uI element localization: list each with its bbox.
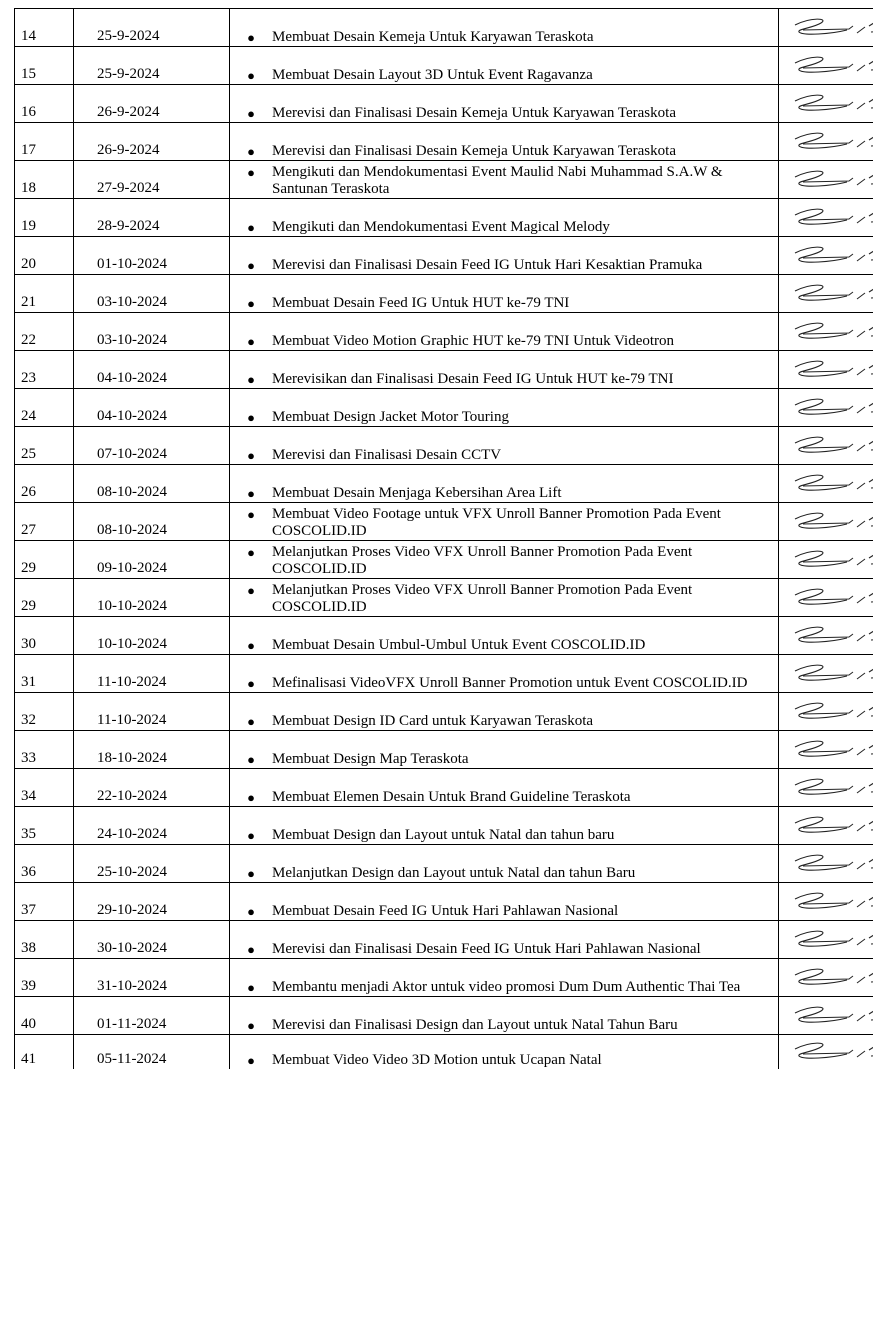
row-signature-cell bbox=[779, 85, 873, 123]
bullet-icon: ● bbox=[247, 334, 255, 349]
bullet-icon: ● bbox=[247, 410, 255, 425]
row-number: 40 bbox=[15, 997, 74, 1035]
row-activity-cell bbox=[230, 351, 779, 389]
table-row bbox=[15, 541, 873, 579]
signature-icon bbox=[791, 51, 873, 81]
bullet-icon: ● bbox=[247, 866, 255, 881]
signature-icon bbox=[791, 849, 873, 879]
row-date: 26-9-2024 bbox=[74, 85, 230, 123]
signature-icon bbox=[791, 279, 873, 309]
bullet-icon: ● bbox=[247, 545, 255, 560]
row-activity: Melanjutkan Design dan Layout untuk Natal dan tahun Baru bbox=[272, 865, 636, 881]
row-activity-cell bbox=[230, 617, 779, 655]
bullet-icon: ● bbox=[247, 1018, 255, 1033]
row-date: 27-9-2024 bbox=[74, 161, 230, 199]
row-signature-cell bbox=[779, 275, 873, 313]
row-date: 26-9-2024 bbox=[74, 123, 230, 161]
row-activity-cell bbox=[230, 161, 779, 199]
row-date: 11-10-2024 bbox=[74, 693, 230, 731]
table-row bbox=[15, 769, 873, 807]
row-signature-cell bbox=[779, 845, 873, 883]
row-number: 32 bbox=[15, 693, 74, 731]
row-date: 04-10-2024 bbox=[74, 351, 230, 389]
bullet-icon: ● bbox=[247, 980, 255, 995]
row-signature-cell bbox=[779, 579, 873, 617]
row-date: 04-10-2024 bbox=[74, 389, 230, 427]
row-date: 25-9-2024 bbox=[74, 9, 230, 47]
signature-icon bbox=[791, 241, 873, 271]
signature-icon bbox=[791, 165, 873, 195]
bullet-icon: ● bbox=[247, 30, 255, 45]
signature-icon bbox=[791, 621, 873, 651]
signature-icon bbox=[791, 317, 873, 347]
row-date: 29-10-2024 bbox=[74, 883, 230, 921]
bullet-icon: ● bbox=[247, 296, 255, 311]
row-activity-cell bbox=[230, 541, 779, 579]
row-signature-cell bbox=[779, 807, 873, 845]
activity-log-body bbox=[15, 9, 873, 1069]
row-number: 23 bbox=[15, 351, 74, 389]
row-activity-cell bbox=[230, 9, 779, 47]
row-date: 18-10-2024 bbox=[74, 731, 230, 769]
row-activity-cell bbox=[230, 123, 779, 161]
row-activity: Membuat Design ID Card untuk Karyawan Teraskota bbox=[272, 713, 594, 729]
table-row bbox=[15, 997, 873, 1035]
row-activity-cell bbox=[230, 579, 779, 617]
bullet-icon: ● bbox=[247, 638, 255, 653]
row-date: 25-9-2024 bbox=[74, 47, 230, 85]
signature-icon bbox=[791, 659, 873, 689]
row-signature-cell bbox=[779, 351, 873, 389]
signature-icon bbox=[791, 89, 873, 119]
row-activity: Mengikuti dan Mendokumentasi Event Maulid Nabi Muhammad S.A.W & Santunan Teraskota bbox=[272, 164, 723, 197]
row-number: 31 bbox=[15, 655, 74, 693]
row-signature-cell bbox=[779, 997, 873, 1035]
row-date: 05-11-2024 bbox=[74, 1035, 230, 1069]
row-activity-cell bbox=[230, 959, 779, 997]
signature-icon bbox=[791, 925, 873, 955]
row-activity: Membantu menjadi Aktor untuk video promosi Dum Dum Authentic Thai Tea bbox=[272, 979, 741, 995]
row-signature-cell bbox=[779, 693, 873, 731]
signature-icon bbox=[791, 545, 873, 575]
row-activity: Membuat Desain Feed IG Untuk Hari Pahlawan Nasional bbox=[272, 903, 619, 919]
row-activity-cell bbox=[230, 731, 779, 769]
row-number: 16 bbox=[15, 85, 74, 123]
table-row bbox=[15, 85, 873, 123]
row-signature-cell bbox=[779, 123, 873, 161]
table-row bbox=[15, 617, 873, 655]
signature-icon bbox=[791, 469, 873, 499]
row-activity-cell bbox=[230, 807, 779, 845]
bullet-icon: ● bbox=[247, 904, 255, 919]
row-signature-cell bbox=[779, 237, 873, 275]
row-activity-cell bbox=[230, 465, 779, 503]
row-date: 30-10-2024 bbox=[74, 921, 230, 959]
row-activity: Membuat Video Motion Graphic HUT ke-79 TNI Untuk Videotron bbox=[272, 333, 675, 349]
row-activity: Membuat Desain Feed IG Untuk HUT ke-79 TNI bbox=[272, 295, 570, 311]
row-activity: Membuat Desain Umbul-Umbul Untuk Event COSCOLID.ID bbox=[272, 637, 646, 653]
row-activity: Mengikuti dan Mendokumentasi Event Magical Melody bbox=[272, 219, 610, 235]
row-date: 01-10-2024 bbox=[74, 237, 230, 275]
table-row bbox=[15, 845, 873, 883]
table-row bbox=[15, 731, 873, 769]
row-signature-cell bbox=[779, 161, 873, 199]
row-number: 20 bbox=[15, 237, 74, 275]
signature-icon bbox=[791, 507, 873, 537]
row-number: 36 bbox=[15, 845, 74, 883]
table-row bbox=[15, 693, 873, 731]
activity-log-table bbox=[14, 8, 873, 1069]
table-row bbox=[15, 123, 873, 161]
row-signature-cell bbox=[779, 921, 873, 959]
signature-icon bbox=[791, 1001, 873, 1031]
row-activity: Membuat Desain Layout 3D Untuk Event Ragavanza bbox=[272, 67, 593, 83]
bullet-icon: ● bbox=[247, 448, 255, 463]
row-activity: Membuat Design Map Teraskota bbox=[272, 751, 469, 767]
table-row bbox=[15, 351, 873, 389]
row-number: 30 bbox=[15, 617, 74, 655]
row-activity-cell bbox=[230, 199, 779, 237]
signature-icon bbox=[791, 393, 873, 423]
row-number: 22 bbox=[15, 313, 74, 351]
table-row bbox=[15, 579, 873, 617]
bullet-icon: ● bbox=[247, 220, 255, 235]
row-number: 15 bbox=[15, 47, 74, 85]
signature-icon bbox=[791, 735, 873, 765]
row-date: 03-10-2024 bbox=[74, 275, 230, 313]
row-activity: Merevisi dan Finalisasi Desain Kemeja Untuk Karyawan Teraskota bbox=[272, 143, 676, 159]
bullet-icon: ● bbox=[247, 68, 255, 83]
table-row bbox=[15, 47, 873, 85]
bullet-icon: ● bbox=[247, 828, 255, 843]
table-row bbox=[15, 921, 873, 959]
row-signature-cell bbox=[779, 655, 873, 693]
row-activity-cell bbox=[230, 503, 779, 541]
signature-icon bbox=[791, 203, 873, 233]
row-date: 24-10-2024 bbox=[74, 807, 230, 845]
row-activity: Merevisi dan Finalisasi Desain CCTV bbox=[272, 447, 502, 463]
row-number: 18 bbox=[15, 161, 74, 199]
table-row bbox=[15, 161, 873, 199]
row-activity-cell bbox=[230, 1035, 779, 1069]
row-number: 37 bbox=[15, 883, 74, 921]
row-number: 29 bbox=[15, 579, 74, 617]
signature-icon bbox=[791, 355, 873, 385]
row-date: 10-10-2024 bbox=[74, 617, 230, 655]
row-date: 03-10-2024 bbox=[74, 313, 230, 351]
table-row bbox=[15, 655, 873, 693]
row-activity: Merevisi dan Finalisasi Desain Kemeja Untuk Karyawan Teraskota bbox=[272, 105, 676, 121]
table-row bbox=[15, 959, 873, 997]
row-date: 31-10-2024 bbox=[74, 959, 230, 997]
row-number: 29 bbox=[15, 541, 74, 579]
row-number: 27 bbox=[15, 503, 74, 541]
row-date: 28-9-2024 bbox=[74, 199, 230, 237]
table-row bbox=[15, 313, 873, 351]
row-date: 01-11-2024 bbox=[74, 997, 230, 1035]
row-date: 09-10-2024 bbox=[74, 541, 230, 579]
table-row bbox=[15, 503, 873, 541]
row-activity-cell bbox=[230, 275, 779, 313]
row-activity: Merevisi dan Finalisasi Desain Feed IG Untuk Hari Pahlawan Nasional bbox=[272, 941, 701, 957]
bullet-icon: ● bbox=[247, 106, 255, 121]
row-number: 41 bbox=[15, 1035, 74, 1069]
table-row bbox=[15, 1035, 873, 1069]
row-signature-cell bbox=[779, 389, 873, 427]
row-signature-cell bbox=[779, 1035, 873, 1069]
row-activity: Membuat Video Footage untuk VFX Unroll Banner Promotion Pada Event COSCOLID.ID bbox=[272, 506, 721, 539]
row-number: 39 bbox=[15, 959, 74, 997]
bullet-icon: ● bbox=[247, 507, 255, 522]
table-row bbox=[15, 9, 873, 47]
row-activity: Melanjutkan Proses Video VFX Unroll Banner Promotion Pada Event COSCOLID.ID bbox=[272, 544, 693, 577]
row-activity: Membuat Desain Menjaga Kebersihan Area Lift bbox=[272, 485, 562, 501]
bullet-icon: ● bbox=[247, 676, 255, 691]
row-number: 35 bbox=[15, 807, 74, 845]
signature-icon bbox=[791, 13, 873, 43]
row-date: 08-10-2024 bbox=[74, 465, 230, 503]
signature-icon bbox=[791, 963, 873, 993]
row-activity-cell bbox=[230, 997, 779, 1035]
table-row bbox=[15, 883, 873, 921]
bullet-icon: ● bbox=[247, 258, 255, 273]
row-signature-cell bbox=[779, 617, 873, 655]
row-number: 14 bbox=[15, 9, 74, 47]
row-date: 11-10-2024 bbox=[74, 655, 230, 693]
row-activity: Membuat Design dan Layout untuk Natal dan tahun baru bbox=[272, 827, 615, 843]
signature-icon bbox=[791, 811, 873, 841]
row-signature-cell bbox=[779, 313, 873, 351]
row-signature-cell bbox=[779, 9, 873, 47]
signature-icon bbox=[791, 127, 873, 157]
table-row bbox=[15, 465, 873, 503]
row-activity-cell bbox=[230, 921, 779, 959]
row-date: 10-10-2024 bbox=[74, 579, 230, 617]
row-activity: Membuat Video Video 3D Motion untuk Ucapan Natal bbox=[272, 1051, 602, 1068]
row-signature-cell bbox=[779, 199, 873, 237]
signature-icon bbox=[791, 773, 873, 803]
row-activity: Membuat Design Jacket Motor Touring bbox=[272, 409, 509, 425]
row-activity-cell bbox=[230, 85, 779, 123]
row-number: 24 bbox=[15, 389, 74, 427]
table-row bbox=[15, 807, 873, 845]
row-number: 17 bbox=[15, 123, 74, 161]
table-row bbox=[15, 199, 873, 237]
signature-icon bbox=[791, 1037, 873, 1067]
row-date: 25-10-2024 bbox=[74, 845, 230, 883]
signature-icon bbox=[791, 583, 873, 613]
signature-icon bbox=[791, 697, 873, 727]
row-activity-cell bbox=[230, 655, 779, 693]
table-row bbox=[15, 427, 873, 465]
row-activity: Membuat Desain Kemeja Untuk Karyawan Teraskota bbox=[272, 29, 594, 45]
bullet-icon: ● bbox=[247, 583, 255, 598]
row-date: 22-10-2024 bbox=[74, 769, 230, 807]
bullet-icon: ● bbox=[247, 486, 255, 501]
row-activity-cell bbox=[230, 769, 779, 807]
row-number: 25 bbox=[15, 427, 74, 465]
bullet-icon: ● bbox=[247, 714, 255, 729]
row-activity: Merevisi dan Finalisasi Design dan Layout untuk Natal Tahun Baru bbox=[272, 1017, 678, 1033]
row-activity-cell bbox=[230, 313, 779, 351]
row-signature-cell bbox=[779, 731, 873, 769]
row-activity-cell bbox=[230, 883, 779, 921]
row-activity-cell bbox=[230, 427, 779, 465]
signature-icon bbox=[791, 431, 873, 461]
row-activity: Melanjutkan Proses Video VFX Unroll Banner Promotion Pada Event COSCOLID.ID bbox=[272, 582, 693, 615]
row-activity-cell bbox=[230, 845, 779, 883]
table-row bbox=[15, 237, 873, 275]
row-signature-cell bbox=[779, 541, 873, 579]
bullet-icon: ● bbox=[247, 144, 255, 159]
table-row bbox=[15, 389, 873, 427]
row-date: 08-10-2024 bbox=[74, 503, 230, 541]
row-number: 19 bbox=[15, 199, 74, 237]
table-row bbox=[15, 275, 873, 313]
row-activity-cell bbox=[230, 389, 779, 427]
row-number: 34 bbox=[15, 769, 74, 807]
row-activity: Merevisi dan Finalisasi Desain Feed IG Untuk Hari Kesaktian Pramuka bbox=[272, 257, 703, 273]
row-signature-cell bbox=[779, 47, 873, 85]
signature-icon bbox=[791, 887, 873, 917]
bullet-icon: ● bbox=[247, 942, 255, 957]
row-number: 21 bbox=[15, 275, 74, 313]
bullet-icon: ● bbox=[247, 372, 255, 387]
bullet-icon: ● bbox=[247, 165, 255, 180]
row-date: 07-10-2024 bbox=[74, 427, 230, 465]
row-signature-cell bbox=[779, 883, 873, 921]
row-activity: Merevisikan dan Finalisasi Desain Feed IG Untuk HUT ke-79 TNI bbox=[272, 371, 674, 387]
row-number: 26 bbox=[15, 465, 74, 503]
row-number: 33 bbox=[15, 731, 74, 769]
row-activity-cell bbox=[230, 237, 779, 275]
row-signature-cell bbox=[779, 465, 873, 503]
row-signature-cell bbox=[779, 503, 873, 541]
row-signature-cell bbox=[779, 769, 873, 807]
row-activity-cell bbox=[230, 47, 779, 85]
row-signature-cell bbox=[779, 959, 873, 997]
bullet-icon: ● bbox=[247, 752, 255, 767]
bullet-icon: ● bbox=[247, 1052, 255, 1068]
row-activity: Membuat Elemen Desain Untuk Brand Guideline Teraskota bbox=[272, 789, 631, 805]
bullet-icon: ● bbox=[247, 790, 255, 805]
row-activity: Mefinalisasi VideoVFX Unroll Banner Promotion untuk Event COSCOLID.ID bbox=[272, 675, 748, 691]
row-number: 38 bbox=[15, 921, 74, 959]
row-activity-cell bbox=[230, 693, 779, 731]
row-signature-cell bbox=[779, 427, 873, 465]
